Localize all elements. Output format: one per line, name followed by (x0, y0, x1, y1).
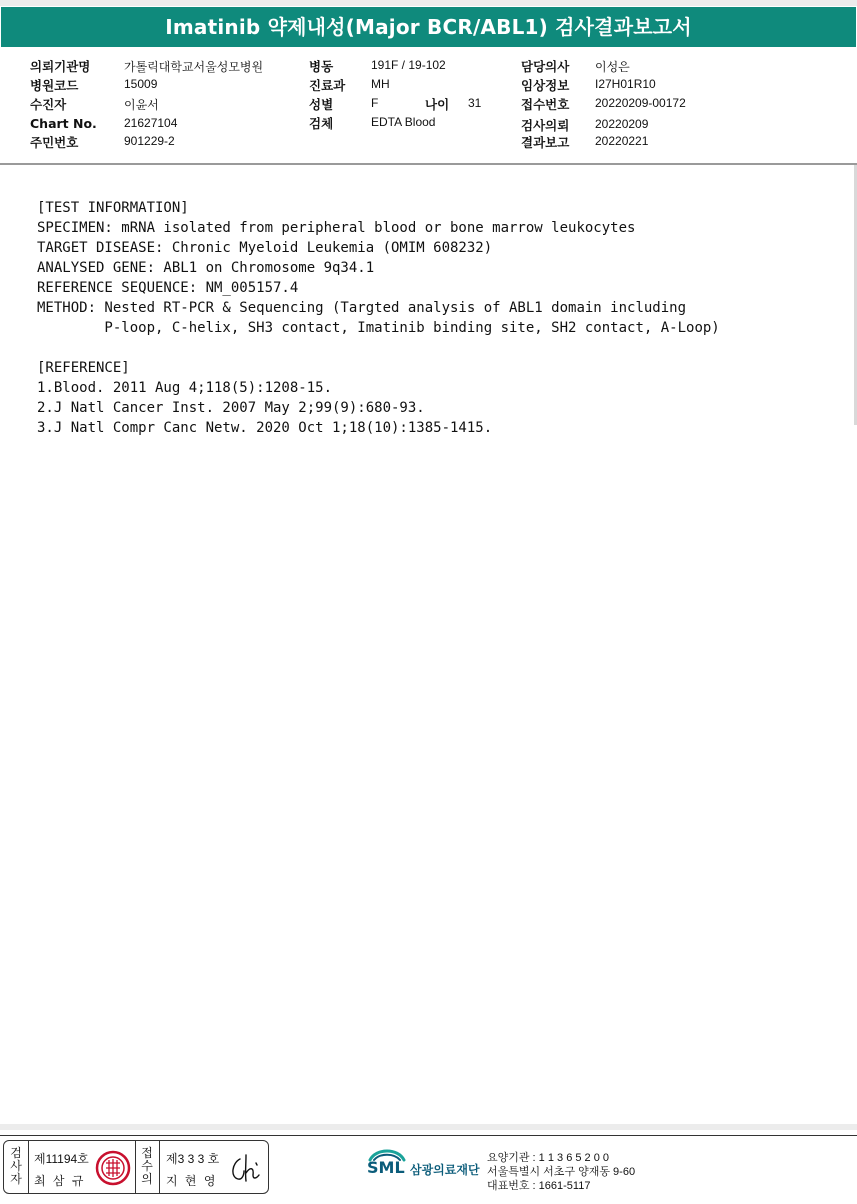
lab-name: 삼광의료재단 (410, 1163, 480, 1177)
report-line: REFERENCE SEQUENCE: NM_005157.4 (37, 280, 299, 296)
value-resident-no: 901229-2 (124, 134, 175, 148)
report-line: P-loop, C-helix, SH3 contact, Imatinib binding site, SH2 contact, A-Loop) (37, 320, 720, 336)
report-line (37, 338, 837, 358)
report-line: SPECIMEN: mRNA isolated from peripheral blood or bone marrow leukocytes (37, 220, 636, 236)
label-specimen: 검체 (309, 116, 334, 131)
label-clinical-info: 임상정보 (521, 78, 570, 93)
approver-name: 지 현 영 (166, 1174, 218, 1188)
phone-number: 대표번호 : 1661-5117 (487, 1180, 591, 1192)
label-chart-no: Chart No. (30, 116, 97, 131)
value-physician: 이성은 (595, 60, 630, 74)
label-resident-no: 주민번호 (30, 135, 79, 150)
handwritten-signature-icon (226, 1151, 262, 1185)
label-ward: 병동 (309, 59, 334, 74)
approver-label: 접 수 의 (141, 1146, 153, 1186)
report-line: [REFERENCE] (37, 360, 130, 376)
label-patient: 수진자 (30, 97, 67, 112)
label-hospital-code: 병원코드 (30, 78, 79, 93)
header-divider (0, 163, 857, 165)
value-request-date: 20220209 (595, 117, 649, 131)
label-age: 나이 (425, 97, 450, 112)
sml-logo (366, 1146, 408, 1190)
report-line: METHOD: Nested RT-PCR & Sequencing (Targted analysis of ABL1 domain including (37, 300, 687, 316)
top-strip (0, 0, 857, 6)
label-receipt-no: 접수번호 (521, 97, 570, 112)
examiner-label: 검 사 자 (10, 1146, 22, 1186)
label-institution: 의뢰기관명 (30, 59, 91, 74)
value-ward: 191F / 19-102 (371, 58, 446, 72)
report-body (37, 178, 837, 458)
footer-divider (0, 1135, 857, 1136)
facility-code: 요양기관 : 1 1 3 6 5 2 0 0 (487, 1152, 610, 1164)
report-line: 1.Blood. 2011 Aug 4;118(5):1208-15. (37, 380, 333, 396)
approver-license-no: 제3 3 3 호 (166, 1152, 220, 1166)
examiner-name: 최 삼 규 (34, 1174, 86, 1188)
value-chart-no: 21627104 (124, 116, 178, 130)
value-report-date: 20220221 (595, 134, 649, 148)
signature-box (3, 1140, 269, 1194)
label-report-date: 결과보고 (521, 135, 570, 150)
label-sex: 성별 (309, 97, 334, 112)
report-line: 2.J Natl Cancer Inst. 2007 May 2;99(9):680-93. (37, 400, 425, 416)
approver-label-cell (135, 1141, 160, 1193)
value-sex: F (371, 96, 379, 110)
patient-info-block (0, 56, 857, 156)
report-line: ANALYSED GENE: ABL1 on Chromosome 9q34.1 (37, 260, 375, 276)
value-institution: 가톨릭대학교서울성모병원 (124, 60, 264, 74)
official-seal-icon (94, 1149, 132, 1187)
address: 서울특별시 서초구 양재동 9-60 (487, 1166, 636, 1178)
label-department: 진료과 (309, 78, 346, 93)
report-line: 3.J Natl Compr Canc Netw. 2020 Oct 1;18(10):1385-1415. (37, 420, 493, 436)
value-hospital-code: 15009 (124, 77, 158, 91)
footer-strip (0, 1124, 857, 1130)
value-age: 31 (468, 96, 482, 110)
report-line: TARGET DISEASE: Chronic Myeloid Leukemia (OMIM 608232) (37, 240, 493, 256)
logo-text: SML (367, 1158, 405, 1177)
value-receipt-no: 20220209-00172 (595, 96, 686, 110)
label-physician: 담당의사 (521, 59, 570, 74)
label-request-date: 검사의뢰 (521, 118, 570, 133)
value-department: MH (371, 77, 390, 91)
examiner-license-no: 제11194호 (34, 1152, 89, 1166)
report-line: [TEST INFORMATION] (37, 200, 189, 216)
value-specimen: EDTA Blood (371, 115, 436, 129)
value-patient: 이윤서 (124, 98, 159, 112)
value-clinical-info: I27H01R10 (595, 77, 656, 91)
examiner-label-cell (4, 1141, 29, 1193)
report-title: Imatinib 약제내성(Major BCR/ABL1) 검사결과보고서 (1, 7, 856, 47)
